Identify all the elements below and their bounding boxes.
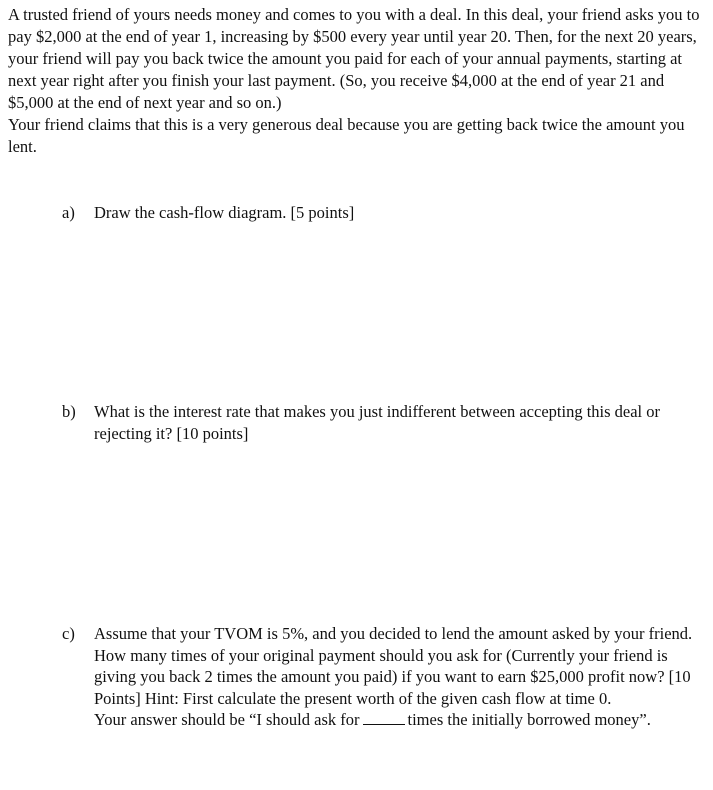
answer-blank xyxy=(363,710,405,725)
answer-suffix: times the initially borrowed money”. xyxy=(407,710,651,729)
question-b-text: What is the interest rate that makes you just indifferent between accepting this deal or rejecting it? [10 points] xyxy=(94,402,661,443)
question-a-text: Draw the cash-flow diagram. [5 points] xyxy=(94,203,355,222)
question-b xyxy=(62,401,702,444)
question-c-body xyxy=(94,623,702,731)
question-a-letter: a) xyxy=(62,203,75,222)
question-c-text: Assume that your TVOM is 5%, and you decided to lend the amount asked by your friend. How many times of your original payment should you ask for (Currently your friend is giving you back 2 times the amount you paid) if you want to earn $25,000 profit now? [10 Points] Hint: First calculate the present worth of the given cash flow at time 0. xyxy=(94,624,693,708)
answer-prefix: Your answer should be “I should ask for xyxy=(94,710,360,729)
intro-paragraph-1: A trusted friend of yours needs money and comes to you with a deal. In this deal, your friend asks you to pay $2,000 at the end of year 1, increasing by $500 every year until year 20. Then, for the next 20 years, your friend will pay you back twice the amount you paid for each of your annual payments, starting at next year right after you finish your last payment. (So, you receive $4,000 at the end of year 21 and $5,000 at the end of next year and so on.) xyxy=(8,5,700,112)
question-c xyxy=(62,623,702,731)
problem-statement xyxy=(8,4,708,158)
question-b-letter: b) xyxy=(62,402,76,421)
intro-paragraph-2: Your friend claims that this is a very generous deal because you are getting back twice the amount you lent. xyxy=(8,115,685,156)
answer-template xyxy=(94,709,702,731)
question-c-letter: c) xyxy=(62,624,75,643)
question-a xyxy=(62,202,702,224)
